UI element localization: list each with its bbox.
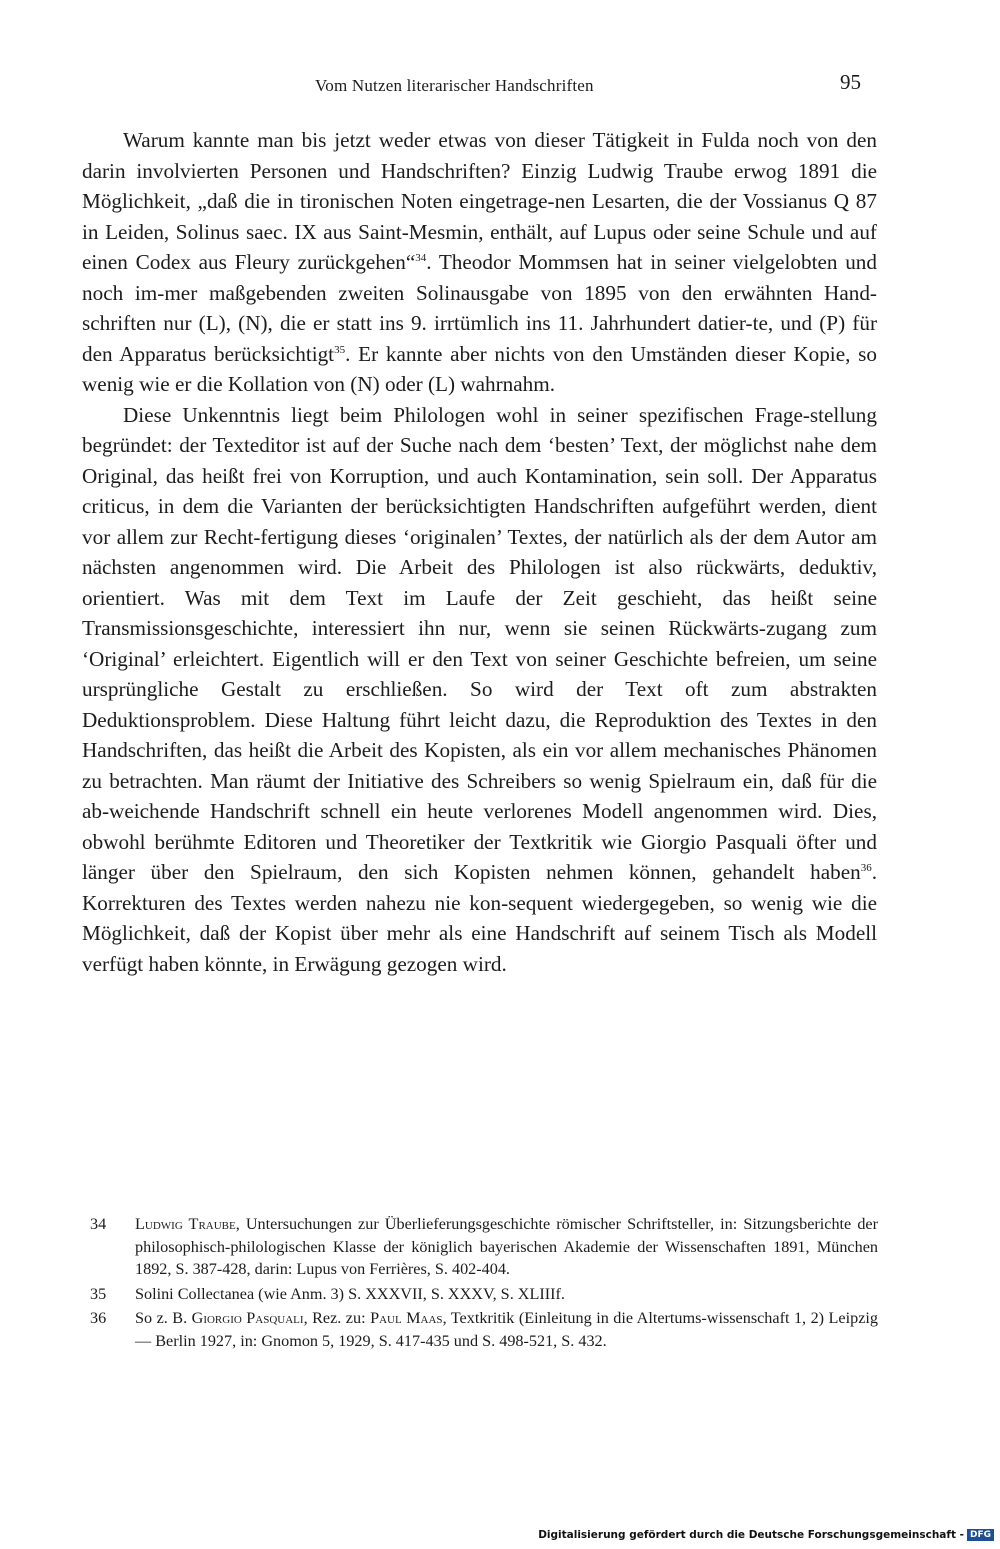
footnote-text: [135, 1213, 878, 1281]
footnote-prefix: So z. B.: [135, 1309, 192, 1328]
footnotes: [90, 1213, 878, 1355]
footnote-number: 35: [90, 1284, 107, 1303]
footnote-author-2: Paul Maas: [370, 1309, 443, 1328]
footnote-ref-34[interactable]: 34: [415, 252, 427, 264]
paragraph-1: [82, 125, 877, 400]
digitization-credit: [538, 1526, 1000, 1544]
paragraph-2-text-b: . Korrekturen des Textes werden nahezu nie kon-sequent wiedergegeben, so wenig wie die Möglichkeit, daß der Kopist über mehr als eine Handschrift auf seinem Tisch als Modell verfügt haben könnte, in Erwägung gezogen wird.: [82, 860, 877, 976]
paragraph-1-text-b: . Theodor Mommsen hat in seiner vielgelobten und noch im-mer maßgebenden zweiten Solinausgabe von 1895 von den erwähnten Hand-schriften nur (L), (N), die er statt ins 9. irrtümlich ins 11. Jahrhundert datier-te, und (P) für den Apparatus berücksichtigt: [82, 250, 877, 366]
credit-text: Digitalisierung gefördert durch die Deutsche Forschungsgemeinschaft -: [538, 1529, 964, 1541]
paragraph-1-text-c: . Er kannte aber nichts von den Umständen dieser Kopie, so wenig wie er die Kollation von (N) oder (L) wahrnahm.: [82, 341, 878, 396]
footnote-middle: , Rez. zu:: [303, 1309, 371, 1328]
body-text: [82, 125, 877, 979]
footnote-ref-36[interactable]: 36: [860, 862, 872, 874]
footnote-34: [90, 1213, 878, 1281]
footnote-35: [90, 1283, 878, 1306]
footnote-ref-35[interactable]: 35: [334, 343, 346, 356]
footnote-36: [90, 1307, 878, 1352]
paragraph-2: [82, 400, 877, 980]
dfg-logo-icon: DFG: [967, 1529, 994, 1541]
page-number: 95: [840, 70, 861, 94]
page-header: [0, 70, 1000, 102]
paragraph-2-text-a: Diese Unkenntnis liegt beim Philologen wohl in seiner spezifischen Frage-stellung begründet: der Texteditor ist auf der Suche nach dem ‘besten’ Text, der möglichst nahe dem Original, das heißt frei von Korruption, und auch Kontamination, sein soll. Der Apparatus criticus, in dem die Varianten der berücksichtigten Handschriften aufgeführt werden, dient vor allem zur Recht-fertigung dieses ‘originalen’ Textes, der natürlich als der dem Autor am nächsten angenommen wird. Die Arbeit des Philologen ist also rückwärts, deduktiv, orientiert. Was mit dem Text im Laufe der Zeit geschieht, das heißt seine Transmissionsgeschichte, interessiert ihn nur, wenn sie seinen Rückwärts-zugang zum ‘Original’ erleichtert. Eigentlich will er den Text von seiner Geschichte befreien, um seine ursprüngliche Gestalt zu erschließen. So wird der Text oft zum abstrakten Deduktionsproblem. Diese Haltung führt leicht dazu, die Reproduktion des Textes in den Handschriften, das heißt die Arbeit des Kopisten, als ein vor allem mechanisches Phänomen zu betrachten. Man räumt der Initiative des Schreibers so wenig Spielraum ein, daß für die ab-weichende Handschrift schnell ein heute verlorenes Modell angenommen wird. Dies, obwohl berühmte Editoren und Theoretiker der Textkritik wie Giorgio Pasquali öfter und länger über den Spielraum, den sich Kopisten nehmen können, gehandelt haben: [82, 402, 877, 884]
footnote-body: , Untersuchungen zur Überlieferungsgeschichte römischer Schriftsteller, in: Sitzungsberichte der philosophisch-philologischen Klasse der königlich bayerischen Akademie der Wissenschaften 1891, München 1892, S. 387-428, darin: Lupus von Ferrières, S. 402-404.: [135, 1215, 878, 1279]
footnote-body: , Textkritik (Einleitung in die Altertums-wissenschaft 1, 2) Leipzig — Berlin 1927, in: Gnomon 5, 1929, S. 417-435 und S. 498-521, S. 432.: [135, 1309, 878, 1350]
footnote-number: 36: [90, 1309, 107, 1328]
footnote-author-1: Giorgio Pasquali: [191, 1309, 304, 1328]
footnote-author: Ludwig Traube: [135, 1215, 236, 1233]
paragraph-1-text-a: Warum kannte man bis jetzt weder etwas von dieser Tätigkeit in Fulda noch von den darin involvierten Personen und Handschriften? Einzig Ludwig Traube erwog 1891 die Möglichkeit, „daß die in tironischen Noten eingetrage-nen Lesarten, die der Vossianus Q 87 in Leiden, Solinus saec. IX aus Saint-Mesmin, enthält, auf Lupus oder seine Schule und auf einen Codex aus Fleury zurückgehen“: [82, 128, 877, 274]
footnote-text: Solini Collectanea (wie Anm. 3) S. XXXVII, S. XXXV, S. XLIIIf.: [135, 1284, 565, 1303]
running-title: Vom Nutzen literarischer Handschriften: [315, 76, 594, 95]
footnote-number: 34: [90, 1215, 107, 1233]
footnote-text: [135, 1307, 878, 1352]
